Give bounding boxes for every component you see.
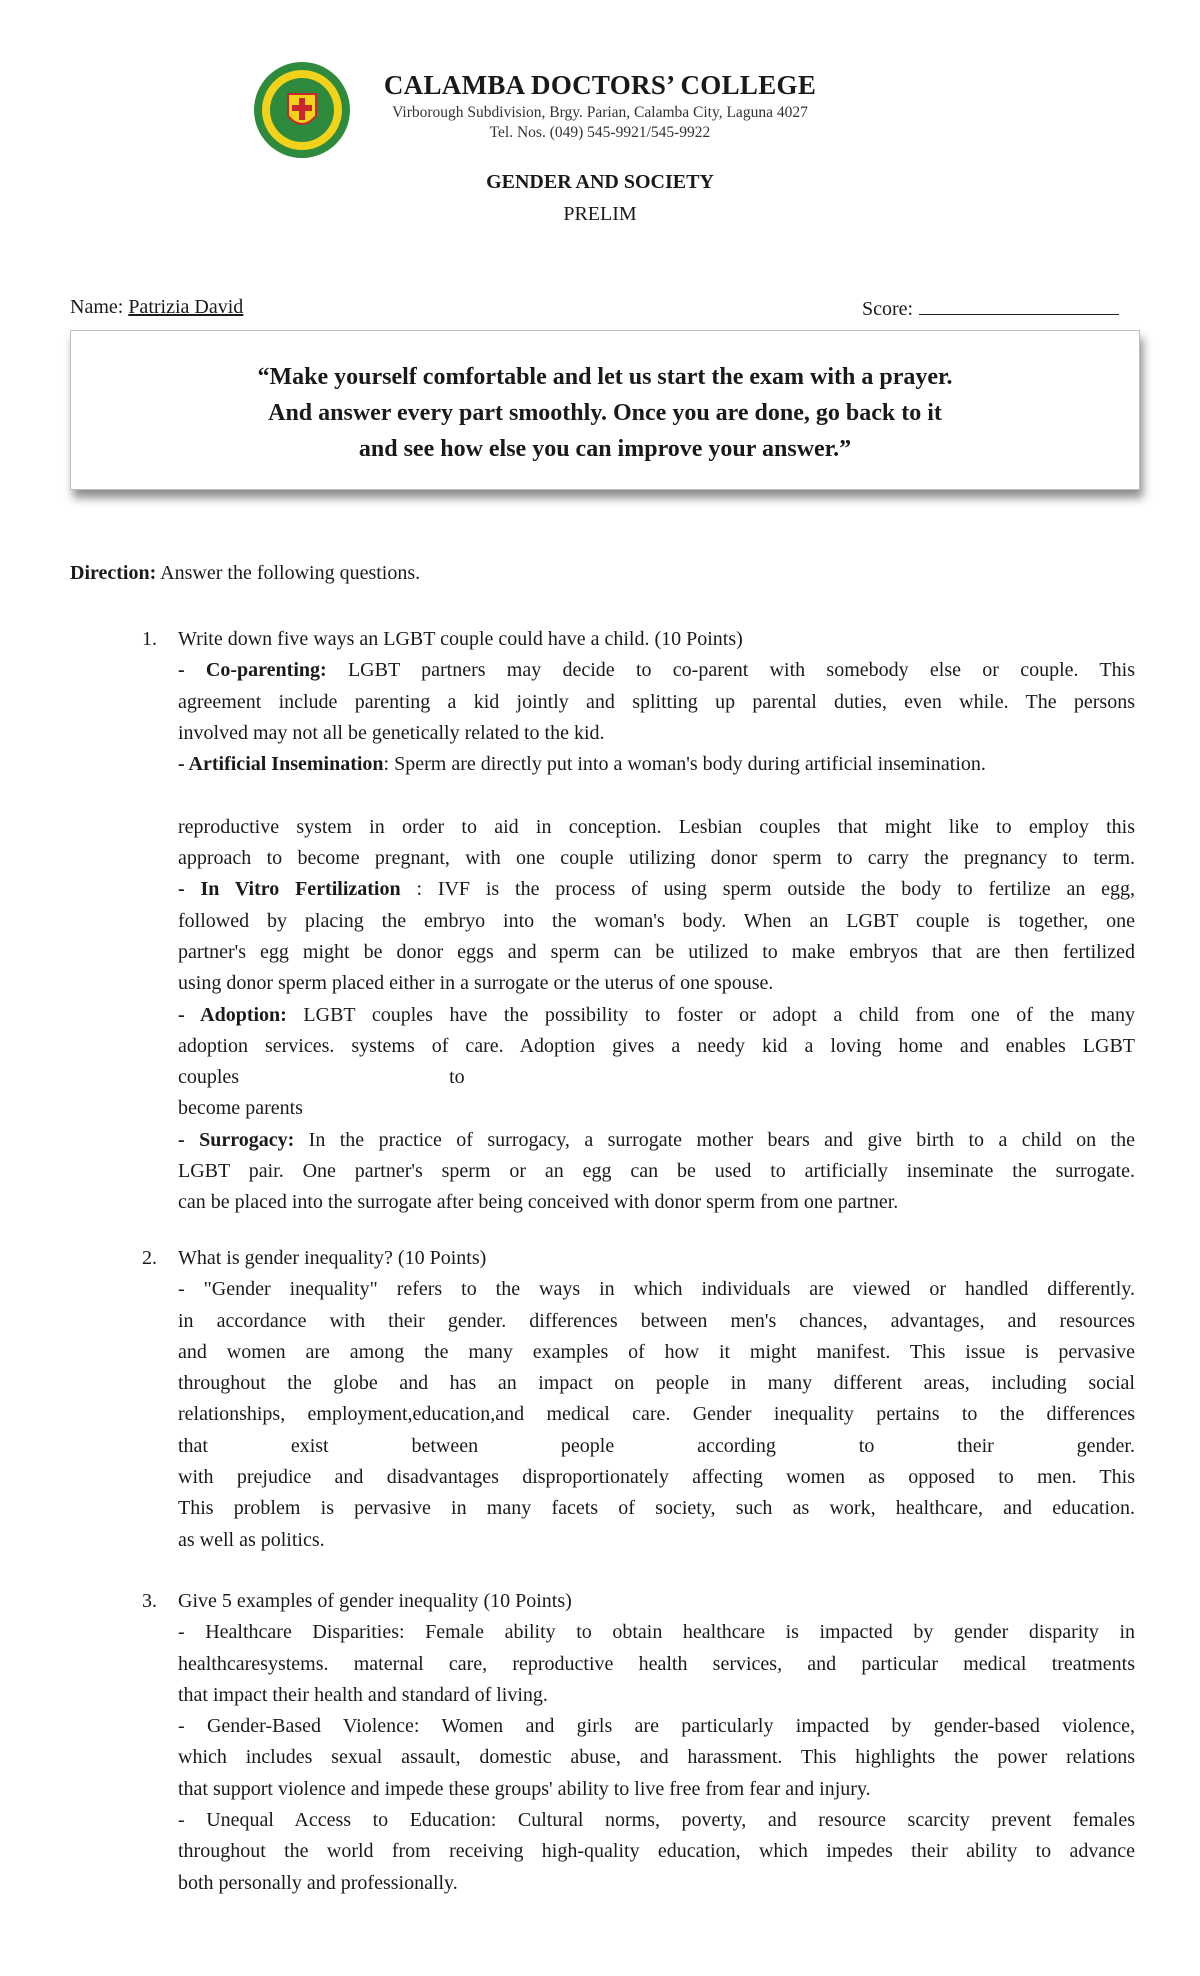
college-name: CALAMBA DOCTORS’ COLLEGE	[383, 70, 817, 100]
blank-line	[178, 780, 1135, 811]
answer-text: In the practice of surrogacy, a surrogate mother bears and give birth to a child on the	[294, 1128, 1135, 1151]
answer-text: LGBT partners may decide to co-parent with somebody else or couple. This	[326, 659, 1135, 682]
direction	[70, 562, 420, 585]
score-blank	[919, 296, 1119, 315]
answer-key: - Co-parenting:	[178, 659, 327, 682]
answer-line: couples to	[178, 1066, 465, 1089]
answer-line	[178, 874, 1135, 905]
answer-line: partner's egg might be donor eggs and sperm can be utilized to make embryos that are then fertilized	[178, 940, 1135, 963]
question-text: Write down five ways an LGBT couple could have a child. (10 Points)	[178, 628, 743, 650]
question-text: What is gender inequality? (10 Points)	[178, 1247, 487, 1269]
answer-line: approach to become pregnant, with one couple utilizing donor sperm to carry the pregnancy to term.	[178, 847, 1135, 870]
answer-line: and women are among the many examples of how it might manifest. This issue is pervasive	[178, 1340, 1135, 1363]
answer-line: healthcaresystems. maternal care, reproductive health services, and particular medical treatments	[178, 1652, 1135, 1675]
question-2	[142, 1243, 1135, 1556]
answer-line: - "Gender inequality" refers to the ways in which individuals are viewed or handled differently.	[178, 1278, 1135, 1301]
answer-line: - Unequal Access to Education: Cultural norms, poverty, and resource scarcity prevent females	[178, 1809, 1135, 1832]
score-field	[862, 296, 1119, 321]
question-number: 1.	[142, 628, 157, 650]
answer-line: throughout the globe and has an impact on people in many different areas, including social	[178, 1372, 1135, 1395]
answer-text: : IVF is the process of using sperm outside the body to fertilize an egg,	[400, 878, 1135, 901]
answer-key: - Adoption:	[178, 1003, 287, 1026]
answer-line: that support violence and impede these groups' ability to live free from fear and injury.	[178, 1777, 871, 1800]
answer-line: relationships, employment,education,and medical care. Gender inequality pertains to the differences	[178, 1403, 1135, 1426]
answer-line: as well as politics.	[178, 1528, 325, 1551]
name-label: Name:	[70, 296, 124, 318]
answer-line	[178, 655, 1135, 686]
question-number: 3.	[142, 1590, 157, 1612]
prayer-quote-box	[70, 330, 1140, 490]
answer-line: - Gender-Based Violence: Women and girls are particularly impacted by gender-based violence,	[178, 1715, 1135, 1738]
quote-line: And answer every part smoothly. Once you are done, go back to it	[268, 400, 942, 426]
answer-line: - Healthcare Disparities: Female ability to obtain healthcare is impacted by gender disparity in	[178, 1621, 1135, 1644]
quote-line: and see how else you can improve your answer.”	[358, 436, 852, 462]
answer-line	[178, 1000, 1135, 1031]
answer-line: using donor sperm placed either in a surrogate or the uterus of one spouse.	[178, 972, 774, 995]
answer-text: LGBT couples have the possibility to foster or adopt a child from one of the many	[286, 1003, 1135, 1026]
answer-text: : Sperm are directly put into a woman's body during artificial insemination.	[383, 753, 986, 776]
answer-key: - Artificial Insemination	[178, 753, 384, 776]
subject-title: GENDER AND SOCIETY	[486, 171, 714, 193]
answer-line	[178, 749, 1135, 780]
answer-line: involved may not all be genetically related to the kid.	[178, 721, 605, 744]
answer-line: followed by placing the embryo into the woman's body. When an LGBT couple is together, one	[178, 909, 1135, 932]
direction-label: Direction:	[70, 562, 157, 584]
answer-line: LGBT pair. One partner's sperm or an egg can be used to artificially inseminate the surrogate.	[178, 1160, 1135, 1183]
answer-line: throughout the world from receiving high-quality education, which impedes their ability to advance	[178, 1840, 1135, 1863]
direction-text: Answer the following questions.	[156, 562, 421, 584]
answer-line: both personally and professionally.	[178, 1871, 458, 1894]
answer-line: in accordance with their gender. differences between men's chances, advantages, and resources	[178, 1309, 1135, 1332]
answer-line: can be placed into the surrogate after being conceived with donor sperm from one partner.	[178, 1191, 899, 1214]
college-telephone: Tel. Nos. (049) 545-9921/545-9922	[489, 124, 711, 141]
answer-line: that impact their health and standard of living.	[178, 1683, 548, 1706]
answer-key: - Surrogacy:	[178, 1128, 295, 1151]
question-number: 2.	[142, 1247, 157, 1269]
question-3	[142, 1586, 1135, 1899]
answer-key: - In Vitro Fertilization	[178, 878, 401, 901]
student-name	[70, 296, 243, 319]
answer-line: adoption services. systems of care. Adoption gives a needy kid a loving home and enables LGBT	[178, 1034, 1135, 1057]
quote-line: “Make yourself comfortable and let us start the exam with a prayer.	[257, 364, 953, 390]
answer-line: reproductive system in order to aid in conception. Lesbian couples that might like to employ this	[178, 815, 1135, 838]
answer-line: This problem is pervasive in many facets of society, such as work, healthcare, and education.	[178, 1497, 1135, 1520]
exam-title: PRELIM	[563, 203, 637, 225]
question-text: Give 5 examples of gender inequality (10 Points)	[178, 1590, 572, 1612]
answer-line: with prejudice and disadvantages disproportionately affecting women as opposed to men. This	[178, 1466, 1135, 1489]
answer-line	[178, 1125, 1135, 1156]
question-1	[142, 624, 1135, 1219]
answer-line: agreement include parenting a kid jointly and splitting up parental duties, even while. The persons	[178, 690, 1135, 713]
answer-line: become parents	[178, 1097, 303, 1120]
college-address: Virborough Subdivision, Brgy. Parian, Calamba City, Laguna 4027	[392, 104, 808, 121]
answer-line: that exist between people according to their gender.	[178, 1434, 1135, 1457]
name-value: Patrizia David	[128, 296, 244, 318]
score-label: Score:	[862, 298, 914, 320]
answer-line: which includes sexual assault, domestic abuse, and harassment. This highlights the power relations	[178, 1746, 1135, 1769]
